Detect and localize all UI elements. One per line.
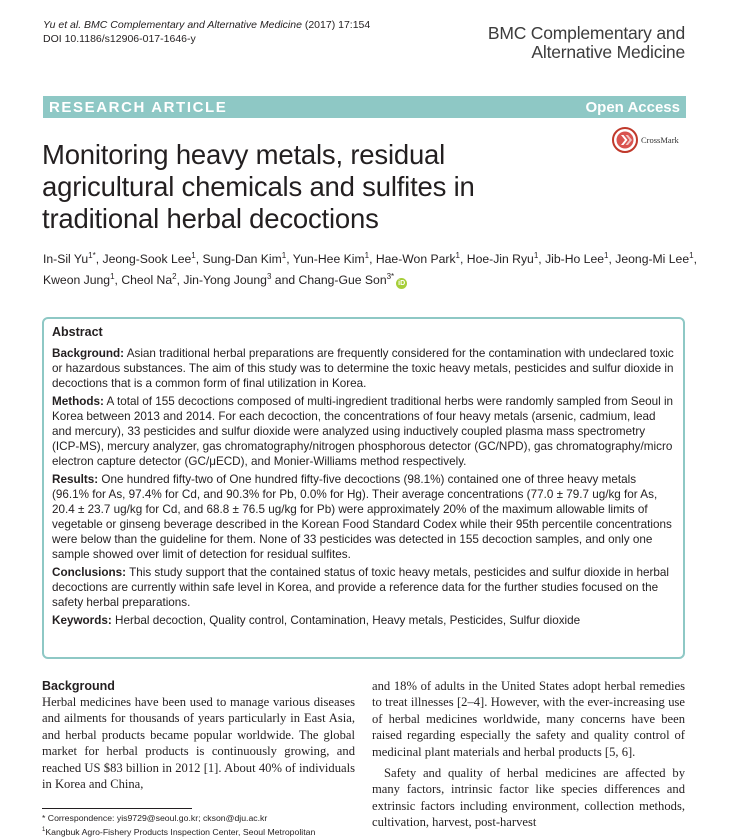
author-affiliation-marker: 3 [266,271,272,281]
author-affiliation-marker: 1 [455,250,460,260]
affiliation-note [42,824,315,838]
body-column-right [372,678,685,831]
journal-name [425,24,685,62]
author-affiliation-marker: 1 [364,250,370,260]
abstract-section-text: Asian traditional herbal preparations are frequently considered for the contamination with undeclared toxic or hazardous substances. The aim of this study was to determine the toxic heavy metals, pesticides and sulfur dioxide in decoctions that is a common form of final utilization in Korea. [52,347,674,390]
author-name: Jeong-Mi Lee [615,252,690,266]
article-title: Monitoring heavy metals, residual agricultural chemicals and sulfites in traditional herbal decoctions [42,139,475,234]
abstract-section-text: One hundred fifty-two of One hundred fifty-five decoctions (98.1%) contained one of three heavy metals (96.1% for As, 97.4% for Cd, and 90.3% for Pb, 0.0% for Hg). Their average concentrations (77.0 ± 79.7 ug/kg for As, 20.4 ± 23.7 ug/kg for Cd, and 68.8 ± 76.5 ug/kg for Pb) were approximately 20% of the maximum allowable limits of vegetable or ginseng beverage described in the Korean Food Standard Codex while their 95th percentile concentrations were below than the guideline for them. None of 33 pesticides was detected in 155 decoction samples, and only one sample showed over limit of detection for residual sulfites. [52,473,672,561]
author-affiliation-marker: 1 [281,250,287,260]
abstract-section-label: Conclusions: [52,566,127,579]
author-name: Kweon Jung [43,273,111,287]
citation-journal: Yu et al. BMC Complementary and Alternative Medicine [43,19,302,31]
abstract-section-label: Keywords: [52,614,112,627]
body-paragraph: Herbal medicines have been used to manage various diseases and ailments for thousands of years particularly in East Asia, and herbal products became popular worldwide. The global market for herbal products is continuously growing, and reached US $83 billion in 2012 [1]. About 40% of individuals in Korea and China, [42,695,355,792]
orcid-icon[interactable]: iD [398,280,406,287]
abstract-conclusions [52,565,675,610]
body-column-left [42,678,355,792]
author-name: Yun-Hee Kim [292,252,365,266]
author-name: Chang-Gue Son [298,273,387,287]
citation-year-volume: (2017) 17:154 [301,19,371,31]
author-name: Sung-Dan Kim [202,252,282,266]
abstract-results [52,472,675,562]
footnote-divider [42,808,192,809]
author-affiliation-marker: 3* [386,271,395,281]
abstract-methods [52,394,675,469]
body-paragraph: and 18% of adults in the United States adopt herbal remedies to treat illnesses [2–4]. However, with the ever-increasing use of herbal medicines worldwide, many concerns have been raised regarding especially the safety and quality control of medicinal plant materials and herbal products [5, 6]. [372,679,685,759]
citation-header [43,18,370,46]
abstract-box [42,317,685,659]
affiliation-text: Kangbuk Agro-Fishery Products Inspection Center, Seoul Metropolitan [45,826,316,837]
crossmark-badge[interactable] [612,127,679,153]
abstract-section-text: Herbal decoction, Quality control, Contamination, Heavy metals, Pesticides, Sulfur dioxide [115,614,581,627]
author-name: Jin-Yong Joung [183,273,267,287]
abstract-section-label: Methods: [52,395,104,408]
abstract-keywords [52,613,675,628]
author-name: Jeong-Sook Lee [102,252,192,266]
author-name: In-Sil Yu [43,252,89,266]
author-affiliation-marker: 1 [689,250,694,260]
author-affiliation-marker: 1 [110,271,115,281]
crossmark-label: CrossMark [641,135,679,145]
author-affiliation-marker: 1 [191,250,196,260]
abstract-section-label: Results: [52,473,99,486]
journal-name-line1: BMC Complementary and [487,23,685,43]
author-name: Cheol Na [121,273,173,287]
author-name: Jib-Ho Lee [545,252,605,266]
affiliation-marker: 1 [42,827,46,833]
author-affiliation-marker: 2 [172,271,177,281]
abstract-background [52,346,675,391]
background-heading: Background [42,679,115,693]
journal-name-line2: Alternative Medicine [531,42,685,62]
abstract-section-text: A total of 155 decoctions composed of multi-ingredient traditional herbs were randomly sampled from Seoul in Korea between 2013 and 2014. For each decoction, the concentrations of four heavy metals (arsenic, cadmium, lead and mercury), 33 pesticides and sulfur dioxide were analyzed using inductively coupled plasma mass spectrometry (ICP-MS), mercury analyzer, gas chromatography/nitrogen phosphorous detector (GC/NPD), gas chromatography/micro electron capture detector (GC/μECD), and Monier-Williams method respectively. [52,395,674,468]
author-name: Hoe-Jin Ryu [466,252,534,266]
correspondence-note: * Correspondence: yis9729@seoul.go.kr; ckson@dju.ac.kr [42,813,268,823]
doi[interactable]: DOI 10.1186/s12906-017-1646-y [43,33,196,45]
author-list: In-Sil $Yu^{1*}$, Jeong-Sook Lee$^1$, Sung-Dan Kim$^1$, Yun-Hee Kim$^1$, Hae-Won Park$^1$, Hoe-Jin Ryu$^1$, Jib-Ho Lee$^1$, Jeong-Mi Lee$^1$, Kweon Jung$^1$, Cheol Na$^2$, Jin-Yong Joung$^3$ and Chang-Gue Son$^{3*}$iD [43,250,697,287]
author-name: Hae-Won Park [375,252,456,266]
abstract-section-label: Background: [52,347,125,360]
article-type-label: RESEARCH ARTICLE [49,98,228,116]
body-paragraph: Safety and quality of herbal medicines are affected by many factors, intrinsic factor like species differences and extrinsic factors including environment, collection methods, cultivation, harvest, post-harvest [372,766,685,830]
crossmark-icon [612,127,638,153]
author-affiliation-marker: 1* [88,250,96,260]
author-affiliation-marker: 1 [604,250,609,260]
footnotes [42,812,315,838]
abstract-section-text: This study support that the contained status of toxic heavy metals, pesticides and sulfur dioxide in herbal decoctions are currently within safe level in Korea, and provide a reference data for the further studies focused on the safety herbal preparations. [52,566,669,609]
abstract-heading: Abstract [52,325,103,339]
article-type-banner [43,96,686,118]
open-access-label: Open Access [585,98,680,116]
author-connector: and [271,273,299,287]
author-affiliation-marker: 1 [533,250,539,260]
